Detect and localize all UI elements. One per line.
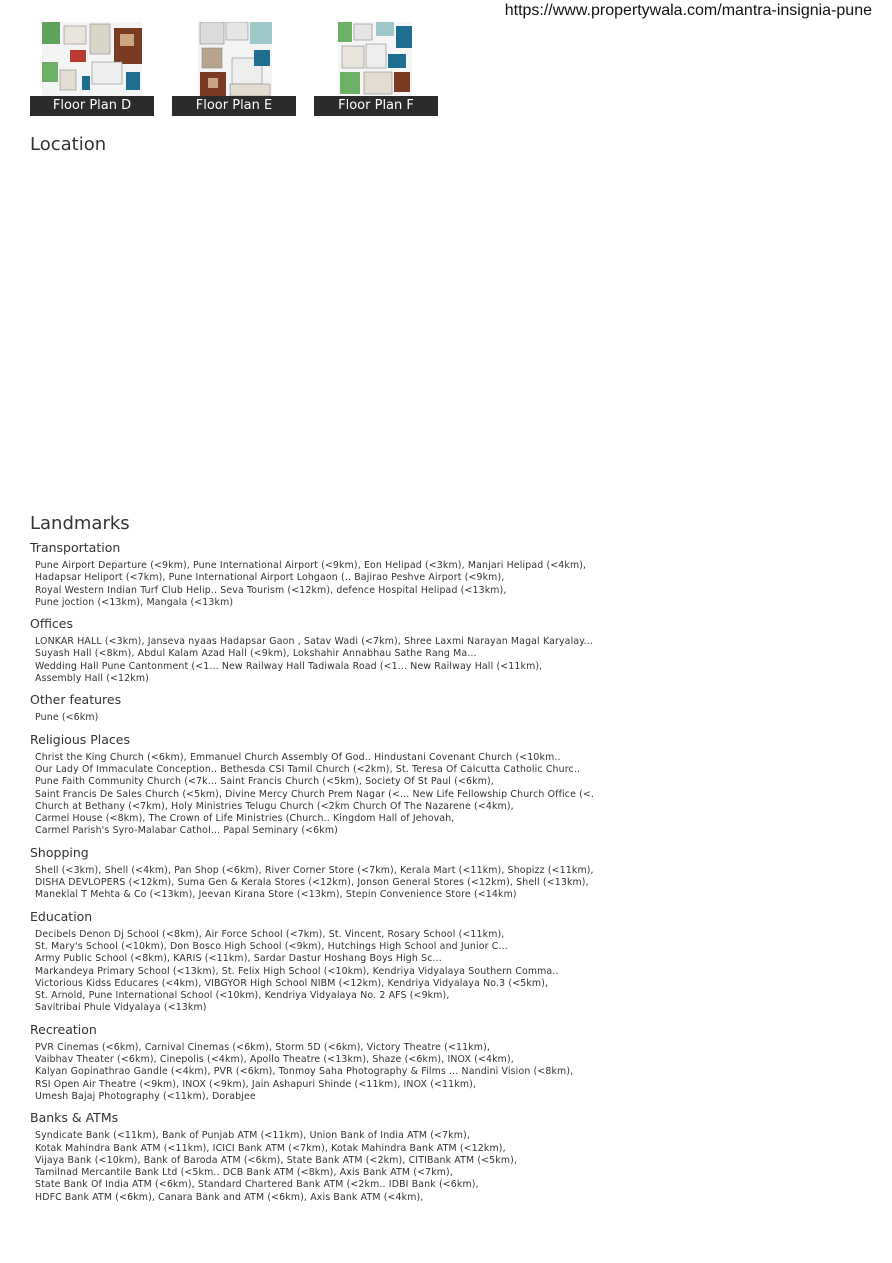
floor-plan-e-thumbnail-icon[interactable] [172,22,296,96]
floor-plan-d-label: Floor Plan D [30,96,154,116]
landmark-category-list [35,865,870,902]
landmark-category-title: Religious Places [30,731,130,747]
landmark-line: Royal Western Indian Turf Club Helip.. Seva Tourism (<12km), defence Hospital Helipad (<13km), [35,584,507,596]
landmark-line: Carmel House (<8km), The Crown of Life Ministries (Church.. Kingdom Hall of Jehovah, [35,813,455,825]
landmark-line: Pune Airport Departure (<9km), Pune International Airport (<9km), Eon Helipad (<3km), Manjari Helipad (<4km), [35,560,587,571]
landmark-line: Wedding Hall Pune Cantonment (<1... New Railway Hall Tadiwala Road (<1... New Railway Hall (<11km), [35,660,543,672]
landmark-line: LONKAR HALL (<3km), Janseva nyaas Hadapsar Gaon , Satav Wadi (<7km), Shree Laxmi Narayan Magal Karyalay... [35,636,593,648]
landmark-category-title: Transportation [30,540,121,555]
landmark-line: Hadapsar Heliport (<7km), Pune International Airport Lohgaon (.. Bajirao Peshve Airport (<9km), [35,572,505,584]
floor-plan-f-thumbnail-icon[interactable] [314,22,438,96]
floor-plan-f[interactable] [314,22,438,116]
landmark-line: Our Lady Of Immaculate Conception.. Bethesda CSI Tamil Church (<2km), St. Teresa Of Calcutta Catholic Churc.. [35,763,581,775]
landmark-line: Pune (<6km) [35,712,99,724]
landmark-line: St. Arnold, Pune International School (<10km), Kendriya Vidyalaya No. 2 AFS (<9km), [35,990,450,1002]
page-url: https://www.propertywala.com/mantra-insignia-pune [504,2,872,19]
landmark-line: Carmel Parish's Syro-Malabar Cathol... Papal Seminary (<6km) [35,825,338,837]
floor-plan-gallery [30,22,450,116]
landmark-line: Pune Faith Community Church (<7k... Saint Francis Church (<5km), Society Of St Paul (<6km), [35,776,494,788]
landmark-line: Kotak Mahindra Bank ATM (<11km), ICICI Bank ATM (<7km), Kotak Mahindra Bank ATM (<12km), [35,1142,506,1154]
landmark-line: Umesh Bajaj Photography (<11km), Dorabjee [35,1090,256,1102]
landmark-category-list [35,560,870,609]
landmark-category-title: Other features [30,692,122,708]
landmark-line: Decibels Denon Dj School (<8km), Air Force School (<7km), St. Vincent, Rosary School (<11km), [35,928,505,940]
landmarks-list [30,540,870,1211]
landmark-line: Tamilnad Mercantile Bank Ltd (<5km.. DCB Bank ATM (<8km), Axis Bank ATM (<7km), [35,1167,453,1179]
landmark-category-title: Shopping [30,844,89,860]
landmark-line: Kalyan Gopinathrao Gandle (<4km), PVR (<6km), Tonmoy Saha Photography & Films ... Nandini Vision (<8km), [35,1066,574,1078]
landmark-line: Christ the King Church (<6km), Emmanuel Church Assembly Of God.. Hindustani Covenant Church (<10km.. [35,751,561,763]
landmark-category-list [35,752,870,838]
landmark-category-title: Banks & ATMs [30,1110,119,1126]
landmark-line: Army Public School (<8km), KARIS (<11km), Sardar Dastur Hoshang Boys High Sc... [35,953,442,965]
landmark-line: Pune joction (<13km), Mangala (<13km) [35,596,234,608]
floor-plan-e-label: Floor Plan E [172,96,296,116]
landmark-line: Markandeya Primary School (<13km), St. Felix High School (<10km), Kendriya Vidyalaya Southern Comma.. [35,965,559,977]
floor-plan-d-thumbnail-icon[interactable] [30,22,154,96]
landmark-line: St. Mary's School (<10km), Don Bosco High School (<9km), Hutchings High School and Junior C... [35,940,508,952]
location-heading: Location [30,134,107,155]
landmark-line: Victorious Kidss Educares (<4km), VIBGYOR High School NIBM (<12km), Kendriya Vidyalaya No.3 (<5km), [35,977,549,989]
landmark-category-title: Education [30,908,93,924]
landmark-line: Savitribai Phule Vidyalaya (<13km) [35,1002,207,1014]
landmark-line: PVR Cinemas (<6km), Carnival Cinemas (<6km), Storm 5D (<6km), Victory Theatre (<11km), [35,1041,491,1053]
landmark-category-title: Recreation [30,1021,97,1037]
landmark-line: Vaibhav Theater (<6km), Cinepolis (<4km), Apollo Theatre (<13km), Shaze (<6km), INOX (<4km), [35,1054,514,1066]
landmark-line: Assembly Hall (<12km) [35,673,149,685]
floor-plan-e[interactable] [172,22,296,116]
landmark-line: RSI Open Air Theatre (<9km), INOX (<9km), Jain Ashapuri Shinde (<11km), INOX (<11km), [35,1078,477,1090]
landmark-category-list [35,712,870,724]
floor-plan-d[interactable] [30,22,154,116]
landmark-line: DISHA DEVLOPERS (<12km), Suma Gen & Kerala Stores (<12km), Jonson General Stores (<12km), Shell (<13km), [35,877,589,889]
landmark-line: State Bank Of India ATM (<6km), Standard Chartered Bank ATM (<2km.. IDBI Bank (<6km), [35,1179,479,1191]
landmark-category-list [35,929,870,1015]
landmark-line: Church at Bethany (<7km), Holy Ministries Telugu Church (<2km Church Of The Nazarene (<4km), [35,800,514,812]
landmark-category-list [35,1130,870,1204]
floor-plan-f-label: Floor Plan F [314,96,438,116]
landmark-line: Vijaya Bank (<10km), Bank of Baroda ATM (<6km), State Bank ATM (<2km), CITIBank ATM (<5km), [35,1154,518,1166]
landmark-line: Suyash Hall (<8km), Abdul Kalam Azad Hall (<9km), Lokshahir Annabhau Sathe Rang Ma... [35,648,477,660]
landmark-line: Syndicate Bank (<11km), Bank of Punjab ATM (<11km), Union Bank of India ATM (<7km), [35,1130,470,1142]
landmark-category-list [35,1042,870,1103]
landmarks-heading: Landmarks [30,513,130,534]
landmark-line: Shell (<3km), Shell (<4km), Pan Shop (<6km), River Corner Store (<7km), Kerala Mart (<11km), Shopizz (<11km), [35,864,594,876]
location-map-area [30,164,870,504]
landmark-category-title: Offices [30,616,73,632]
landmark-line: Saint Francis De Sales Church (<5km), Divine Mercy Church Prem Nagar (<... New Life Fellowship Church Office (<. [35,788,595,800]
landmark-line: HDFC Bank ATM (<6km), Canara Bank and ATM (<6km), Axis Bank ATM (<4km), [35,1191,424,1203]
landmark-category-list [35,636,870,685]
landmark-line: Maneklal T Mehta & Co (<13km), Jeevan Kirana Store (<13km), Stepin Convenience Store (<14km) [35,889,517,901]
